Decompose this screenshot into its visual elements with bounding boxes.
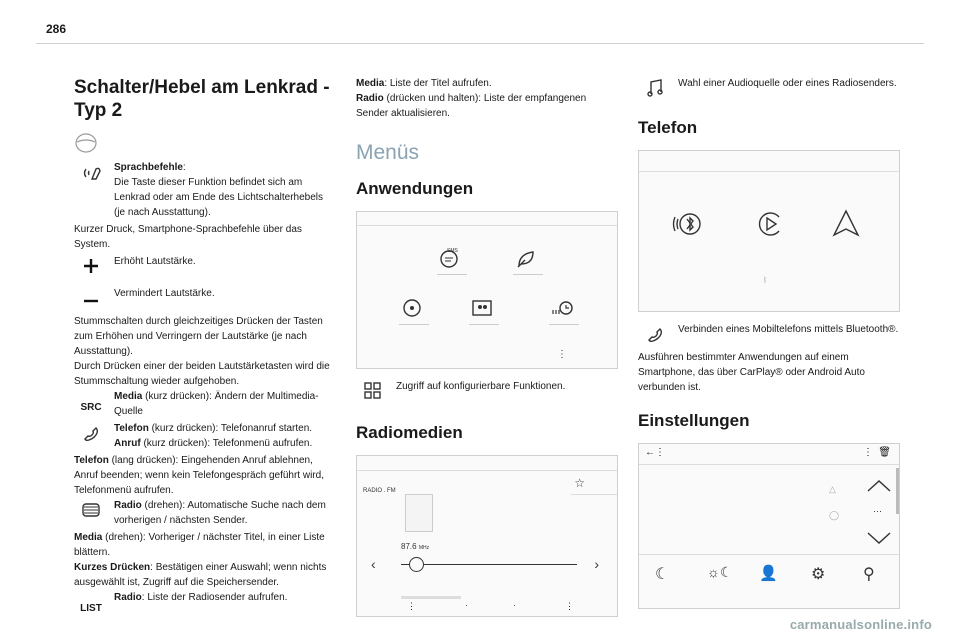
src-label: Media — [114, 391, 143, 402]
item-list — [74, 590, 336, 616]
volume-down-text: Vermindert Lautstärke. — [114, 288, 215, 299]
sms-app-icon[interactable] — [437, 248, 467, 275]
bluetooth-phone-icon[interactable] — [669, 205, 707, 248]
profile-icon-1: △ — [829, 484, 836, 494]
voice-text: Die Taste dieser Funktion befindet sich am Lenkrad oder am Ende des Lichtschalterhebels (je nach Ausstattung). — [114, 177, 324, 218]
climate-timer-app-icon[interactable] — [549, 296, 579, 325]
wheel-label-3: Kurzes Drücken — [74, 562, 151, 573]
radio-dot-icon: · — [465, 601, 468, 610]
apps-screen — [356, 211, 618, 369]
phone-label-3: Telefon — [74, 455, 109, 466]
column-menus — [356, 76, 618, 617]
phone-text: (kurz drücken): Telefonanruf starten. — [148, 423, 313, 434]
item-audio-note — [638, 76, 900, 102]
delete-icon[interactable]: 🗑 — [878, 447, 891, 458]
scroll-up-button[interactable] — [865, 478, 893, 499]
location-settings-icon[interactable]: ⚲ — [863, 566, 875, 583]
eco-app-icon[interactable] — [513, 248, 543, 275]
frequency-readout: 87.6 MHz — [401, 542, 430, 551]
prev-station-button[interactable]: ‹ — [371, 556, 376, 572]
item-volume-down — [74, 286, 336, 312]
phone-screen — [638, 150, 900, 312]
volume-down-text-3: Durch Drücken einer der beiden Lautstärketasten wird die Stummschaltung wieder aufgehoben. — [74, 361, 330, 387]
watermark: carmanualsonline.info — [789, 617, 932, 632]
settings-options-icon[interactable]: ⋮ — [863, 447, 873, 458]
system-settings-icon[interactable]: ⚙ — [811, 566, 826, 583]
src-text: (kurz drücken): Ändern der Multimedia-Quelle — [114, 391, 319, 417]
phone-icon — [74, 421, 108, 445]
more-options-icon[interactable]: ⋮ — [557, 349, 567, 360]
media-label: Media — [356, 78, 385, 89]
carplay-icon[interactable] — [751, 205, 789, 248]
plus-icon — [74, 254, 108, 278]
list-text: : Liste der Radiosender aufrufen. — [141, 592, 288, 603]
minus-icon — [74, 286, 108, 310]
audio-note: Wahl einer Audioquelle oder eines Radiosenders. — [678, 78, 897, 89]
src-icon: SRC — [80, 401, 102, 413]
item-wheel — [74, 498, 336, 528]
user-profile-icon[interactable]: 👤 — [759, 565, 778, 582]
phone-label: Telefon — [114, 423, 149, 434]
item-volume-up — [74, 254, 336, 280]
grid-icon — [356, 379, 390, 403]
header-divider — [36, 43, 924, 44]
column-steering-controls — [74, 60, 336, 618]
item-src — [74, 389, 336, 419]
list-label: Radio — [114, 592, 142, 603]
radio-dot-icon-2: · — [513, 601, 516, 610]
list-icon: LIST — [80, 602, 102, 614]
scrollbar[interactable] — [896, 468, 899, 514]
apps-note: Zugriff auf konfigurierbare Funktionen. — [396, 381, 566, 392]
steering-wheel-icon — [74, 132, 336, 156]
contact-app-icon[interactable] — [469, 296, 499, 325]
radio-band-label: RADIO . FM — [363, 488, 396, 494]
favorite-star-icon[interactable]: ☆ — [574, 476, 585, 490]
wheel-text-3: : Bestätigen einer Auswahl; wenn nichts ausgewählt ist, Zugriff auf die Speichersender. — [74, 562, 327, 588]
item-phone — [74, 421, 336, 451]
voice-command-icon — [74, 160, 108, 184]
more-dots: ··· — [873, 506, 882, 516]
apps-title: Anwendungen — [356, 179, 474, 198]
item-apps-note — [356, 379, 618, 405]
phone-handset-icon — [638, 322, 672, 346]
night-mode-icon[interactable]: ☾ — [655, 566, 670, 583]
phone-note-2: Ausführen bestimmter Anwendungen auf einem Smartphone, das über CarPlay® oder Android Auto verbunden ist. — [638, 352, 865, 393]
volume-down-text-2: Stummschalten durch gleichzeitiges Drücken der Tasten zum Erhöhen und Verringern der Lautstärke (je nach Ausstattung). — [74, 316, 323, 357]
radio-label: Radio — [356, 93, 384, 104]
radio-media-title: Radiomedien — [356, 423, 463, 442]
radio-text: (drücken und halten): Liste der empfangenen Sender aktualisieren. — [356, 93, 587, 119]
profile-icon-2: ◯ — [829, 510, 840, 520]
wheel-label-2: Media — [74, 532, 103, 543]
phone-note: Verbinden eines Mobiltelefons mittels Bluetooth®. — [678, 324, 899, 335]
section-title-steering: Schalter/Hebel am Lenkrad - Typ 2 — [74, 77, 330, 121]
wheel-text-2: (drehen): Vorheriger / nächster Titel, in einer Liste blättern. — [74, 532, 325, 558]
phone-title: Telefon — [638, 118, 698, 137]
item-phone-note — [638, 322, 900, 348]
voice-label: Sprachbefehle — [114, 162, 183, 173]
settings-screen — [638, 443, 900, 609]
voice-text-2: Kurzer Druck, Smartphone-Sprachbefehle über das System. — [74, 224, 302, 250]
android-auto-icon[interactable] — [827, 205, 865, 248]
volume-up-text: Erhöht Lautstärke. — [114, 256, 196, 267]
station-artwork — [405, 494, 433, 532]
phone-text-2: (kurz drücken): Telefonmenü aufrufen. — [140, 438, 313, 449]
frequency-slider[interactable] — [401, 564, 577, 565]
sms-label: SMS — [447, 248, 458, 254]
column-phone-settings — [638, 76, 900, 609]
wheel-app-icon[interactable] — [399, 296, 429, 325]
phone-label-2: Anruf — [114, 438, 141, 449]
brightness-mode-icon[interactable]: ☼☾ — [707, 564, 733, 580]
media-text: : Liste der Titel aufrufen. — [384, 78, 492, 89]
radio-more-icon[interactable]: ⋮ — [565, 601, 574, 611]
back-button[interactable]: ←⋮ — [645, 447, 665, 458]
menus-title: Menüs — [356, 141, 420, 164]
next-station-button[interactable]: › — [594, 556, 599, 572]
wheel-label: Radio — [114, 500, 142, 511]
thumbwheel-icon — [74, 498, 108, 522]
wheel-text: (drehen): Automatische Suche nach dem vorherigen / nächsten Sender. — [114, 500, 326, 526]
radio-options-icon[interactable]: ⋮ — [407, 601, 416, 611]
frequency-slider-handle[interactable] — [409, 557, 424, 572]
item-voice: Sprachbefehle: Die Taste dieser Funktion befindet sich am Lenkrad oder am Ende des Lichtschalterhebels (je nach Ausstattung). — [74, 160, 336, 220]
music-note-icon — [638, 76, 672, 100]
radio-screen — [356, 455, 618, 617]
phone-text-3: (lang drücken): Eingehenden Anruf ablehnen, Anruf beenden; wenn kein Telefongespräch geführt wird, Telefonmenü aufrufen. — [74, 455, 324, 496]
bluetooth-status-icon: ᛒ — [763, 277, 768, 284]
page-number: 286 — [46, 22, 67, 36]
scroll-down-button[interactable] — [865, 530, 893, 551]
settings-title: Einstellungen — [638, 411, 750, 430]
